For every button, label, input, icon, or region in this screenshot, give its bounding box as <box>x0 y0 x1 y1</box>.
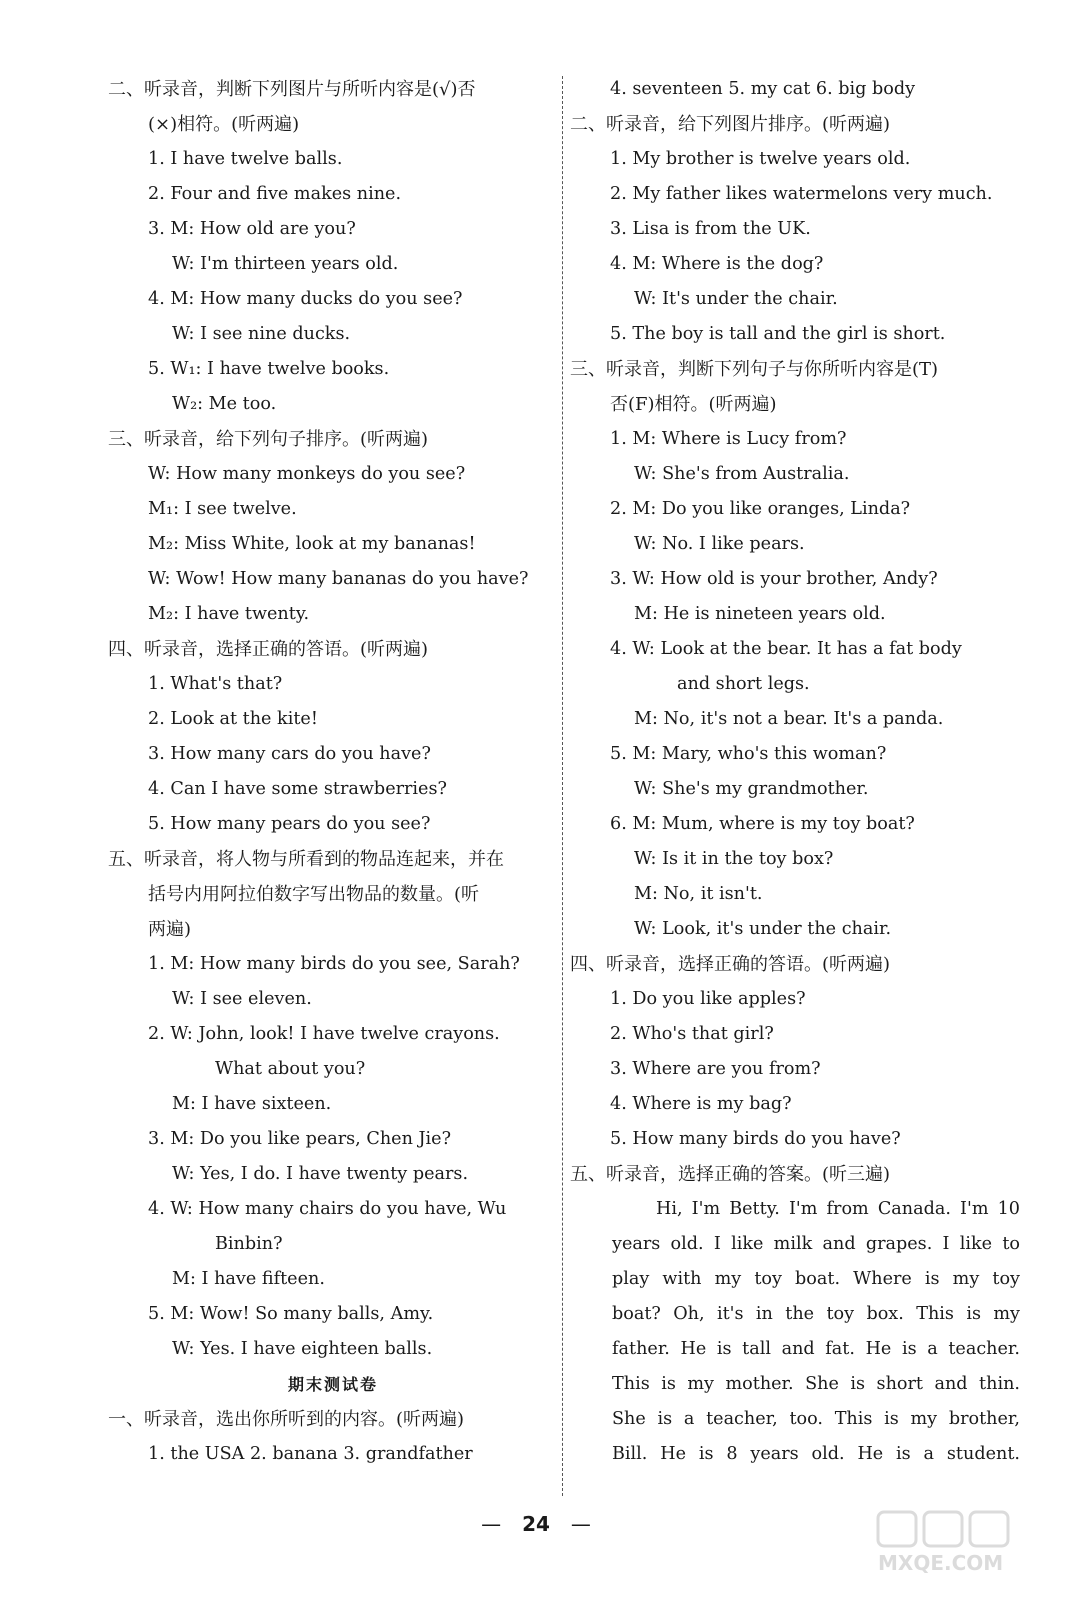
left-column-text-line: 4. W: How many chairs do you have, Wu <box>148 1199 507 1219</box>
watermark-logo <box>874 1508 1044 1578</box>
left-column-heading: 括号内用阿拉伯数字写出物品的数量。(听 <box>148 884 480 905</box>
right-column-text-line: W: It's under the chair. <box>634 289 838 309</box>
right-column-text-line: W: No. I like pears. <box>634 534 805 554</box>
right-column-text-line: 4. W: Look at the bear. It has a fat body <box>610 639 962 659</box>
left-column-text-line: 4. M: How many ducks do you see? <box>148 289 463 309</box>
left-column-text-line: M: I have sixteen. <box>172 1094 332 1114</box>
left-column-text-line: W: I see nine ducks. <box>172 324 351 344</box>
left-column-text-line: 2. Look at the kite! <box>148 709 318 729</box>
left-column-text-line: M₁: I see twelve. <box>148 499 297 519</box>
right-column-heading: 二、听录音，给下列图片排序。(听两遍) <box>570 114 891 135</box>
left-column-text-line: W: Yes, I do. I have twenty pears. <box>172 1164 469 1184</box>
left-column-text-line: M: I have fifteen. <box>172 1269 325 1289</box>
left-column-text-line: 2. W: John, look! I have twelve crayons. <box>148 1024 500 1044</box>
right-column-text-line: 2. Who's that girl? <box>610 1024 774 1044</box>
left-column-text-line: 3. M: Do you like pears, Chen Jie? <box>148 1129 452 1149</box>
right-column-text-line: She is a teacher, too. This is my brother, <box>612 1409 1020 1429</box>
left-column-text-line: W: I'm thirteen years old. <box>172 254 399 274</box>
footer-dash-left: — <box>481 1512 502 1536</box>
left-column <box>108 72 558 1472</box>
right-column-heading: 五、听录音，选择正确的答案。(听三遍) <box>570 1164 891 1185</box>
right-column-text-line: 4. Where is my bag? <box>610 1094 792 1114</box>
left-column-text-line: W: Wow! How many bananas do you have? <box>148 569 529 589</box>
left-column-text-line: Binbin? <box>215 1234 283 1254</box>
left-column-text-line: What about you? <box>215 1059 366 1079</box>
left-column-text-line: 2. Four and five makes nine. <box>148 184 402 204</box>
right-column-text-line: 3. Lisa is from the UK. <box>610 219 811 239</box>
left-column-heading: 五、听录音，将人物与所看到的物品连起来，并在 <box>108 849 504 870</box>
right-column-text-line: W: Is it in the toy box? <box>634 849 834 869</box>
left-column-heading: 期末测试卷 <box>287 1375 378 1394</box>
right-column <box>570 72 1020 1472</box>
right-column-text-line: 4. seventeen 5. my cat 6. big body <box>610 79 916 99</box>
right-column-text-line: W: She's from Australia. <box>634 464 850 484</box>
right-column-text-line: 2. M: Do you like oranges, Linda? <box>610 499 911 519</box>
right-column-text-line: 3. Where are you from? <box>610 1059 821 1079</box>
right-column-heading: 否(F)相符。(听两遍) <box>610 394 777 415</box>
right-column-text-line: play with my toy boat. Where is my toy <box>612 1269 1020 1289</box>
right-column-text-line: 1. My brother is twelve years old. <box>610 149 911 169</box>
left-column-text-line: 1. What's that? <box>148 674 283 694</box>
column-divider <box>562 76 563 1496</box>
left-column-heading: 两遍) <box>148 919 192 940</box>
left-column-text-line: 5. M: Wow! So many balls, Amy. <box>148 1304 434 1324</box>
left-column-text-line: 3. M: How old are you? <box>148 219 356 239</box>
left-column-text-line: W: Yes. I have eighteen balls. <box>172 1339 433 1359</box>
right-column-text-line: M: No, it isn't. <box>634 884 763 904</box>
right-column-text-line: W: Look, it's under the chair. <box>634 919 892 939</box>
right-column-text-line: 5. The boy is tall and the girl is short. <box>610 324 946 344</box>
right-column-text-line: 1. Do you like apples? <box>610 989 806 1009</box>
right-column-text-line: Bill. He is 8 years old. He is a student. <box>612 1444 1020 1464</box>
right-column-text-line: 2. My father likes watermelons very much. <box>610 184 993 204</box>
right-column-text-line: 5. M: Mary, who's this woman? <box>610 744 887 764</box>
right-column-text-line: 1. M: Where is Lucy from? <box>610 429 847 449</box>
right-column-text-line: 3. W: How old is your brother, Andy? <box>610 569 938 589</box>
right-column-text-line: years old. I like milk and grapes. I like to <box>612 1234 1020 1254</box>
right-column-text-line: and short legs. <box>677 674 810 694</box>
right-column-text-line: father. He is tall and fat. He is a teacher. <box>612 1339 1020 1359</box>
right-column-text-line: Hi, I'm Betty. I'm from Canada. I'm 10 <box>656 1199 1020 1219</box>
left-column-heading: 四、听录音，选择正确的答语。(听两遍) <box>108 639 429 660</box>
left-column-text-line: 5. W₁: I have twelve books. <box>148 359 390 379</box>
left-column-text-line: W: How many monkeys do you see? <box>148 464 466 484</box>
right-column-heading: 四、听录音，选择正确的答语。(听两遍) <box>570 954 891 975</box>
right-column-heading: 三、听录音，判断下列句子与你所听内容是(T) <box>570 359 939 380</box>
left-column-text-line: M₂: Miss White, look at my bananas! <box>148 534 476 554</box>
page-number: 24 <box>522 1512 550 1536</box>
left-column-text-line: W₂: Me too. <box>172 394 277 414</box>
left-column-text-line: M₂: I have twenty. <box>148 604 310 624</box>
left-column-text-line: 5. How many pears do you see? <box>148 814 431 834</box>
right-column-text-line: 5. How many birds do you have? <box>610 1129 901 1149</box>
left-column-text-line: 1. I have twelve balls. <box>148 149 343 169</box>
right-column-text-line: 6. M: Mum, where is my toy boat? <box>610 814 915 834</box>
right-column-text-line: 4. M: Where is the dog? <box>610 254 824 274</box>
watermark-text: MXQE.COM <box>878 1551 1004 1575</box>
left-column-heading: 二、听录音，判断下列图片与所听内容是(√)否 <box>108 79 476 100</box>
left-column-text-line: W: I see eleven. <box>172 989 312 1009</box>
left-column-text-line: 3. How many cars do you have? <box>148 744 431 764</box>
left-column-heading: 三、听录音，给下列句子排序。(听两遍) <box>108 429 429 450</box>
right-column-text-line: boat? Oh, it's in the toy box. This is my <box>612 1304 1020 1324</box>
right-column-text-line: M: No, it's not a bear. It's a panda. <box>634 709 944 729</box>
right-column-text-line: W: She's my grandmother. <box>634 779 869 799</box>
right-column-text-line: M: He is nineteen years old. <box>634 604 886 624</box>
left-column-text-line: 1. M: How many birds do you see, Sarah? <box>148 954 520 974</box>
left-column-heading: (×)相符。(听两遍) <box>148 114 300 135</box>
left-column-heading: 一、听录音，选出你所听到的内容。(听两遍) <box>108 1409 465 1430</box>
left-column-text-line: 4. Can I have some strawberries? <box>148 779 447 799</box>
footer-dash-right: — <box>570 1512 591 1536</box>
left-column-text-line: 1. the USA 2. banana 3. grandfather <box>148 1444 473 1464</box>
right-column-text-line: This is my mother. She is short and thin. <box>612 1374 1020 1394</box>
